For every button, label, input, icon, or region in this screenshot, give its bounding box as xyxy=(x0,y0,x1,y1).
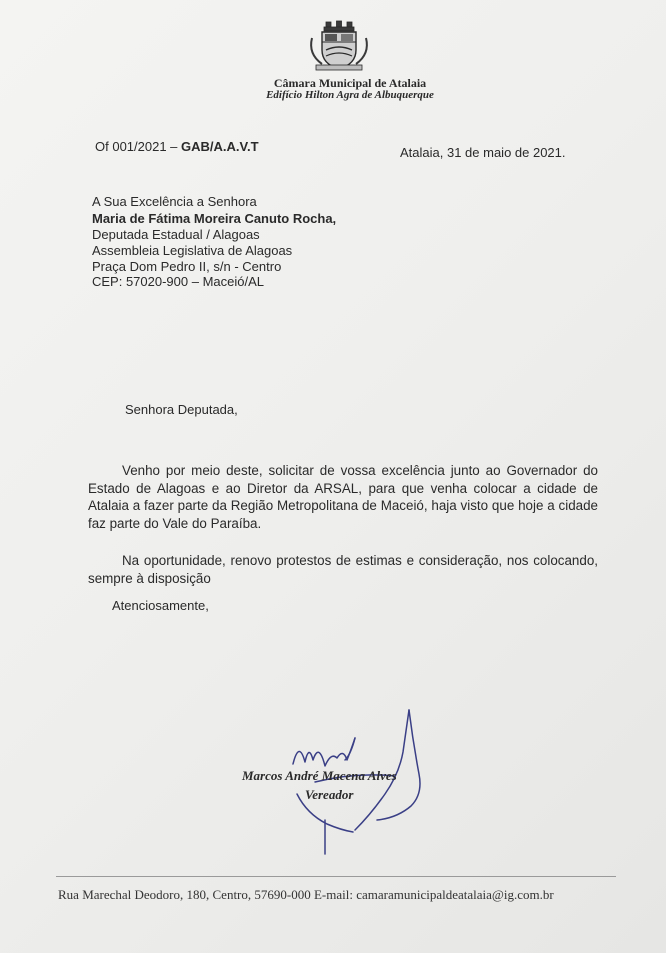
recipient-street: Praça Dom Pedro II, s/n - Centro xyxy=(92,259,282,274)
signatory-name: Marcos André Macena Alves xyxy=(242,768,397,783)
reference-prefix: Of xyxy=(95,139,109,154)
recipient-institution: Assembleia Legislativa de Alagoas xyxy=(92,243,293,258)
footer-address: Rua Marechal Deodoro, 180, Centro, 57690-000 E-mail: camaramunicipaldeatalaia@ig.com.br xyxy=(58,887,554,902)
recipient-name: Maria de Fátima Moreira Canuto Rocha, xyxy=(92,211,337,226)
letter-date: Atalaia, 31 de maio de 2021. xyxy=(400,145,566,160)
body-paragraph-2-text: Na oportunidade, renovo protestos de estimas e consideração, nos colocando, sempre à disposição xyxy=(88,553,598,586)
body-paragraph-1 xyxy=(88,462,598,532)
municipal-crest-icon xyxy=(306,20,372,72)
building-name: Edifício Hilton Agra de Albuquerque xyxy=(266,89,434,101)
salutation: Senhora Deputada, xyxy=(125,402,238,417)
body-paragraph-1-text: Venho por meio deste, solicitar de vossa excelência junto ao Governador do Estado de Alagoas e ao Diretor da ARSAL, para que venha colocar a cidade de Atalaia a fazer parte da Região Metropolitana de Maceió, haja visto que hoje a cidade faz parte do Vale do Paraíba. xyxy=(88,463,598,531)
letter-reference xyxy=(95,139,259,154)
reference-number: 001/2021 – xyxy=(108,139,182,154)
recipient-title: Deputada Estadual / Alagoas xyxy=(92,227,260,242)
signatory-role: Vereador xyxy=(305,787,354,802)
footer-divider xyxy=(56,876,616,877)
recipient-postal: CEP: 57020-900 – Maceió/AL xyxy=(92,274,264,289)
body-paragraph-2 xyxy=(88,552,598,587)
organization-name: Câmara Municipal de Atalaia xyxy=(273,76,427,90)
closing: Atenciosamente, xyxy=(112,598,209,613)
reference-department: GAB/A.A.V.T xyxy=(181,139,259,154)
recipient-line-1: A Sua Excelência a Senhora xyxy=(92,194,257,209)
